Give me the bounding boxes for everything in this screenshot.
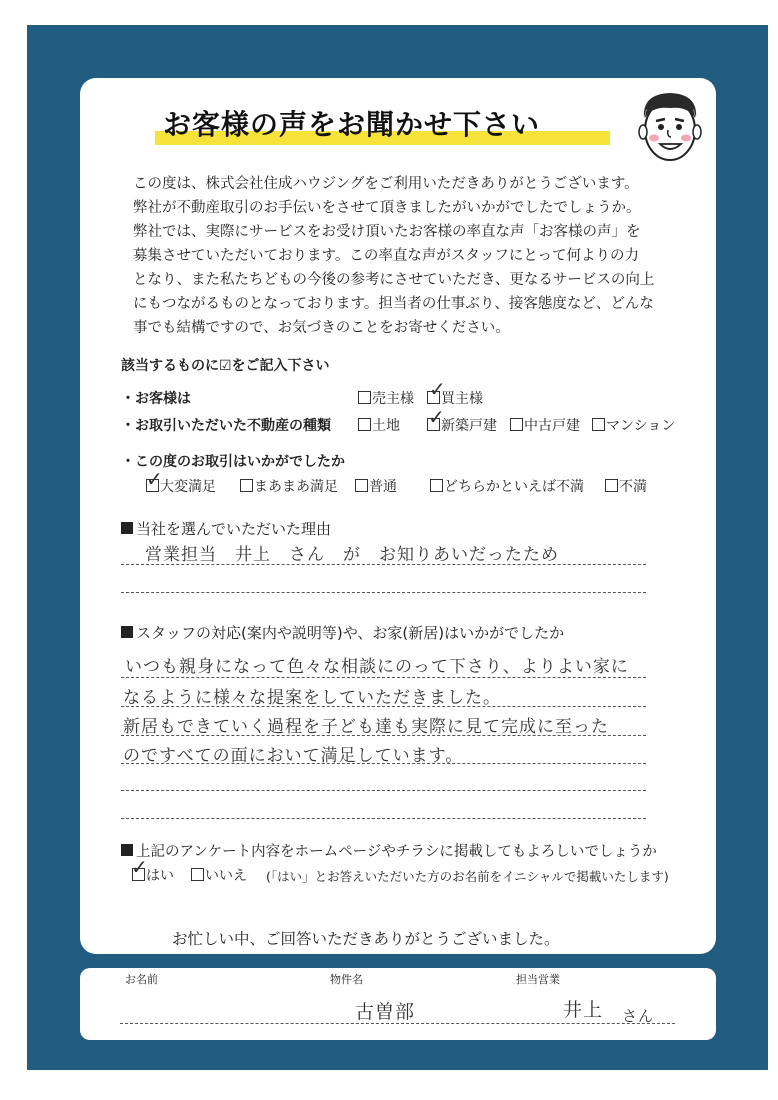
name-label: お名前 [125,973,158,986]
option-neutral[interactable]: 普通 [355,476,397,496]
checkbox-icon [358,391,371,404]
staff-section-title: スタッフの対応(案内や説明等)や、お家(新居)はいかがでしたか [121,622,564,643]
checkbox-icon [510,418,523,431]
answer-line [121,790,646,791]
footer-line [120,1023,675,1024]
staff-label: 担当営業 [516,973,560,986]
title-block [155,103,615,153]
reason-section-title: 当社を選んでいただいた理由 [121,518,331,539]
answer-line [121,677,646,678]
answer-line [121,592,646,593]
staff-answer-line: いつも親身になって色々な相談にのって下さり、よりよい家に [125,657,629,677]
mascot-face-icon [634,88,706,166]
property-value: 古曽部 [355,1001,416,1023]
checkbox-icon [592,418,605,431]
option-very-satisfied[interactable]: 大変満足 [146,476,216,496]
option-used-house[interactable]: 中古戸建 [510,415,580,435]
square-bullet-icon [121,626,133,638]
checkbox-icon [240,479,253,492]
checkbox-icon [605,479,618,492]
answer-line [121,564,646,565]
reason-answer: 営業担当 井上 さん が お知りあいだったため [145,545,559,565]
checkbox-icon [430,479,443,492]
intro-line: 弊社では、実際にサービスをお受け頂いたお客様の率直な声「お客様の声」を [133,224,641,240]
checklist-title: 該当するものに☑をご記入下さい [121,358,330,374]
staff-answer-line: 新居もできていく過程を子ども達も実際に見て完成に至った [123,717,609,737]
option-land[interactable]: 土地 [358,415,400,435]
question-property: ・お取引いただいた不動産の種類 [121,418,331,434]
question-satisfaction: ・この度のお取引はいかがでしたか [121,454,345,470]
publish-section-title: 上記のアンケート内容をホームページやチラシに掲載してもよろしいでしょうか [121,840,657,861]
square-bullet-icon [121,522,133,534]
handwritten-check-icon: ✓ [146,467,163,491]
publish-note: (「はい」とお答えいただいた方のお名前をイニシャルで掲載いたします) [266,869,669,884]
intro-line: となり、また私たちどもの今後の参考にさせていただき、更なるサービスの向上 [133,272,655,288]
staff-suffix: さん [622,1007,655,1025]
property-label: 物件名 [330,973,363,986]
intro-line: この度は、株式会社住成ハウジングをご利用いただきありがとうございます。 [133,176,639,192]
intro-text [133,172,693,340]
option-somewhat-dissatisfied[interactable]: どちらかといえば不満 [430,476,584,496]
option-new-house[interactable]: 新築戸建 [427,415,497,435]
question-customer: ・お客様は [121,391,191,407]
option-buyer[interactable]: 買主様 [427,388,483,408]
staff-answer-line: のですべての面において満足しています。 [123,746,464,766]
option-publish-no[interactable]: いいえ [191,865,247,885]
intro-line: 事でも結構ですので、お気づきのことをお寄せください。 [133,320,510,336]
handwritten-check-icon: ✓ [429,377,446,401]
answer-line [121,706,646,707]
intro-line: 弊社が不動産取引のお手伝いをさせて頂きましたがいかがでしたでしょうか。 [133,200,641,216]
handwritten-check-icon: ✓ [131,855,148,879]
intro-line: にもつながるものとなっております。担当者の仕事ぶり、接客態度など、どんな [133,296,654,312]
closing-message: お忙しい中、ご回答いただきありがとうございました。 [172,930,560,948]
checkbox-icon [355,479,368,492]
answer-line [121,735,646,736]
option-dissatisfied[interactable]: 不満 [605,476,647,496]
answer-line [121,818,646,819]
answer-line [121,763,646,764]
handwritten-check-icon: ✓ [428,405,445,429]
option-somewhat-satisfied[interactable]: まあまあ満足 [240,476,338,496]
option-seller[interactable]: 売主様 [358,388,414,408]
page-title: お客様の声をお聞かせ下さい [163,108,541,141]
checkbox-icon [191,868,204,881]
staff-answer-line: なるように様々な提案をしていただきました。 [123,688,501,708]
staff-value: 井上 [563,999,604,1021]
checkbox-icon [358,418,371,431]
intro-line: 募集させていただいております。この率直な声がスタッフにとって何よりの力 [133,248,640,264]
option-mansion[interactable]: マンション [592,415,675,435]
option-publish-yes[interactable]: はい [132,865,174,885]
